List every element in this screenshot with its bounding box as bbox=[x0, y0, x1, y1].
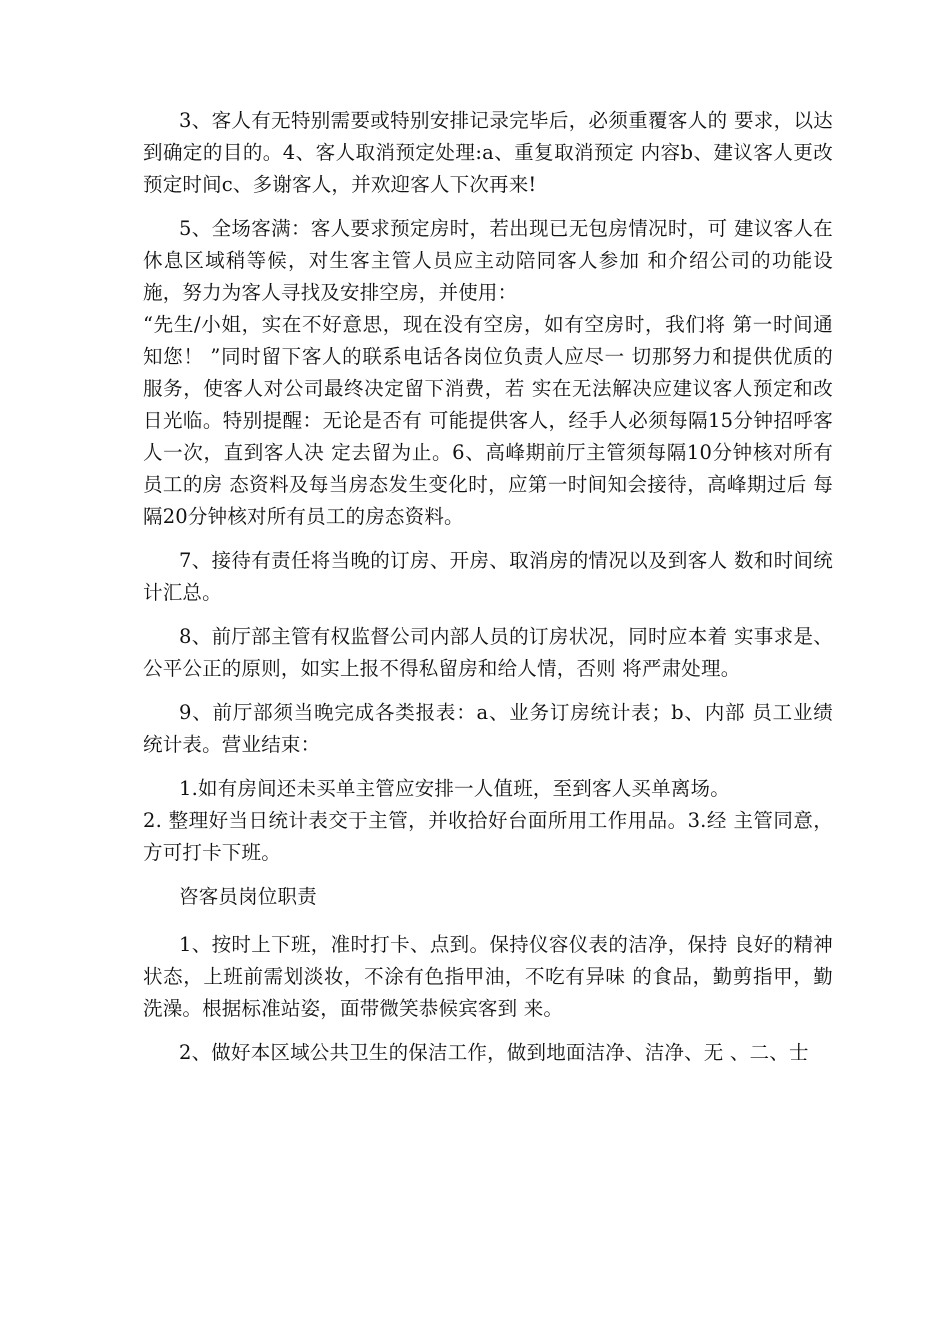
paragraph-supervisor-oversight: 8、前厅部主管有权监督公司内部人员的订房状况，同时应本着 实事求是、公平公正的原则，如实上报不得私留房和给人情，否则 将严肃处理。 bbox=[143, 625, 833, 680]
paragraph-full-house: 5、全场客满：客人要求预定房时，若出现已无包房情况时，可 建议客人在休息区域稍等候，对生客主管人员应主动陪同客人参加 和介绍公司的功能设施，努力为客人寻找及安排空房，并使用： bbox=[143, 217, 833, 304]
paragraph-closing-item-2: 2. 整理好当日统计表交于主管，并收拾好台面所用工作用品。3.经 主管同意，方可打卡下班。 bbox=[143, 809, 833, 864]
paragraph-closing-item-1: 1.如有房间还未买单主管应安排一人值班，至到客人买单离场。 bbox=[179, 777, 730, 800]
paragraph-greeter-duty-2: 2、做好本区域公共卫生的保洁工作，做到地面洁净、洁净、无 、二、士 bbox=[179, 1041, 809, 1064]
paragraph-reports: 9、前厅部须当晚完成各类报表：a、业务订房统计表；b、内部 员工业绩统计表。营业结束： bbox=[143, 701, 833, 756]
document-body bbox=[143, 105, 833, 1069]
paragraph-reservation-confirm: 3、客人有无特别需要或特别安排记录完毕后，必须重覆客人的 要求，以达到确定的目的。4、客人取消预定处理:a、重复取消预定 内容b、建议客人更改预定时间c、多谢客人，并欢迎客人下次再来! bbox=[143, 109, 833, 196]
paragraph-apology-script: “先生/小姐，实在不好意思，现在没有空房，如有空房时，我们将 第一时间通知您！ ”同时留下客人的联系电话各岗位负责人应尽一 切那努力和提供优质的服务，使客人对公司最终决定留下消费，若 实在无法解决应建议客人预定和改日光临。特别提醒：无论是否有 可能提供客人，经手人必须每隔15分钟招呼客人一次，直到客人决 定去留为止。6、高峰期前厅主管须每隔10分钟核对所有员工的房 态资料及每当房态发生变化时，应第一时间知会接待，高峰期过后 每隔20分钟核对所有员工的房态资料。 bbox=[143, 313, 833, 528]
section-heading-greeter-duties: 咨客员岗位职责 bbox=[179, 885, 317, 908]
paragraph-greeter-duty-1: 1、按时上下班，准时打卡、点到。保持仪容仪表的洁净，保持 良好的精神状态，上班前需划淡妆，不涂有色指甲油，不吃有异味 的食品，勤剪指甲，勤洗澡。根据标准站姿，面带微笑恭候宾客到 来。 bbox=[143, 933, 833, 1020]
paragraph-reception-summary: 7、接待有责任将当晚的订房、开房、取消房的情况以及到客人 数和时间统计汇总。 bbox=[143, 549, 833, 604]
